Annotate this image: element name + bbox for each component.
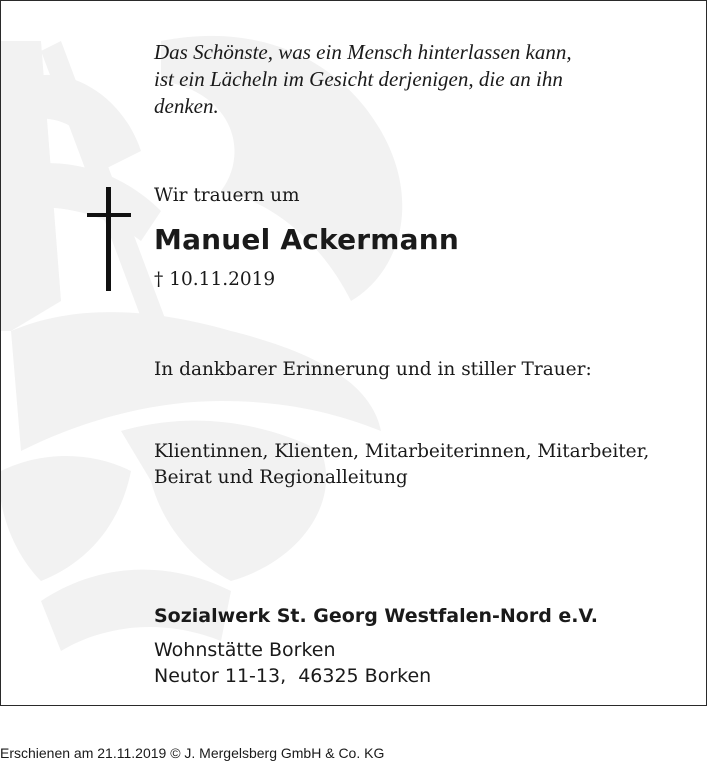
memorial-quote [154,39,674,120]
deceased-name: Manuel Ackermann [154,223,460,256]
dagger-icon: † [154,269,164,290]
mourners-list [154,439,649,491]
death-date: 10.11.2019 [169,269,276,290]
memory-text: In dankbarer Erinnerung und in stiller Trauer: [154,359,592,380]
organization-name: Sozialwerk St. Georg Westfalen-Nord e.V. [154,605,598,627]
mourning-intro: Wir trauern um [154,185,300,206]
quote-line: denken. [154,94,219,118]
facility-name: Wohnstätte Borken [154,639,336,661]
publication-footer: Erschienen am 21.11.2019 © J. Mergelsberg GmbH & Co. KG [0,745,385,761]
latin-cross-icon [87,187,131,291]
mourners-line: Beirat und Regionalleitung [154,467,408,488]
death-date-line [154,269,275,290]
street-address: Neutor 11-13, 46325 Borken [154,665,432,687]
organization-address-block [154,637,431,689]
quote-line: ist ein Lächeln im Gesicht derjenigen, die an ihn [154,67,563,91]
quote-line: Das Schönste, was ein Mensch hinterlassen kann, [154,40,572,64]
mourners-line: Klientinnen, Klienten, Mitarbeiterinnen, Mitarbeiter, [154,441,650,462]
